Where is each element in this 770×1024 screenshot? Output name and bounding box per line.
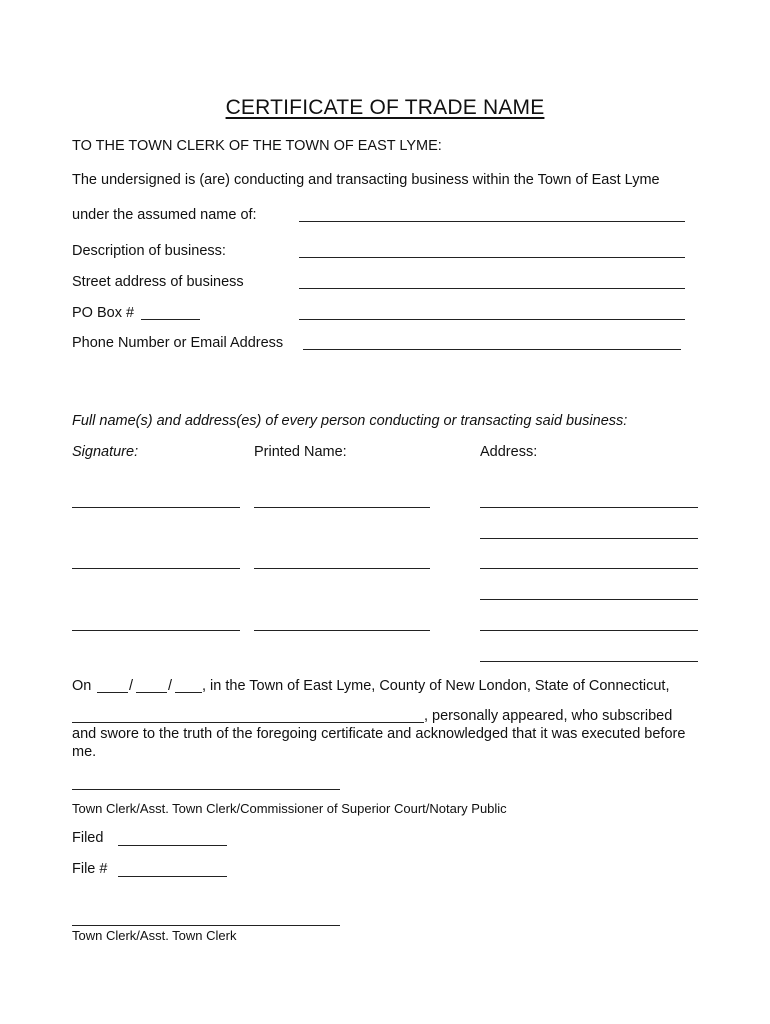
persons-heading: Full name(s) and address(es) of every person conducting or transacting said business:	[72, 413, 628, 429]
description-label: Description of business:	[72, 243, 226, 259]
date-separator-1: /	[129, 678, 134, 694]
officer-caption: Town Clerk/Asst. Town Clerk/Commissioner of Superior Court/Notary Public	[72, 801, 507, 816]
date-day-field[interactable]	[136, 692, 167, 693]
signature-line-1[interactable]	[72, 507, 240, 508]
oath-continuation: and swore to the truth of the foregoing certificate and acknowledged that it was executed before me.	[72, 726, 686, 760]
assumed-name-field[interactable]	[299, 221, 685, 222]
file-number-field[interactable]	[118, 876, 227, 877]
signature-line-3[interactable]	[72, 630, 240, 631]
date-year-field[interactable]	[175, 692, 202, 693]
date-separator-2: /	[168, 678, 173, 694]
address-line-1b[interactable]	[480, 538, 698, 539]
printed-name-line-3[interactable]	[254, 630, 430, 631]
on-label: On	[72, 678, 92, 694]
officer-signature-line[interactable]	[72, 789, 340, 790]
appeared-name-field[interactable]	[72, 722, 424, 723]
filed-label: Filed	[72, 830, 104, 846]
appeared-text: , personally appeared, who subscribed	[424, 708, 673, 724]
location-text: , in the Town of East Lyme, County of New London, State of Connecticut,	[202, 678, 670, 694]
filed-field[interactable]	[118, 845, 227, 846]
intro-text: The undersigned is (are) conducting and transacting business within the Town of East Lyme	[72, 172, 660, 188]
po-box-field[interactable]	[141, 319, 200, 320]
addressee-text: TO THE TOWN CLERK OF THE TOWN OF EAST LYME:	[72, 138, 442, 154]
clerk-signature-line[interactable]	[72, 925, 340, 926]
phone-email-field[interactable]	[303, 349, 681, 350]
date-month-field[interactable]	[97, 692, 128, 693]
street-address-label: Street address of business	[72, 274, 244, 290]
address-line-3a[interactable]	[480, 630, 698, 631]
printed-name-line-2[interactable]	[254, 568, 430, 569]
po-box-extra-field[interactable]	[299, 319, 685, 320]
address-column-label: Address:	[480, 444, 538, 460]
street-address-field[interactable]	[299, 288, 685, 289]
file-number-label: File #	[72, 861, 108, 877]
phone-email-label: Phone Number or Email Address	[72, 335, 284, 351]
description-field[interactable]	[299, 257, 685, 258]
signature-line-2[interactable]	[72, 568, 240, 569]
printed-name-line-1[interactable]	[254, 507, 430, 508]
po-box-label: PO Box #	[72, 305, 135, 321]
clerk-caption: Town Clerk/Asst. Town Clerk	[72, 928, 237, 943]
signature-column-label: Signature:	[72, 444, 139, 460]
assumed-name-label: under the assumed name of:	[72, 207, 257, 223]
printed-name-column-label: Printed Name:	[254, 444, 347, 460]
page-title: CERTIFICATE OF TRADE NAME	[225, 96, 545, 119]
address-line-3b[interactable]	[480, 661, 698, 662]
address-line-1a[interactable]	[480, 507, 698, 508]
address-line-2a[interactable]	[480, 568, 698, 569]
address-line-2b[interactable]	[480, 599, 698, 600]
